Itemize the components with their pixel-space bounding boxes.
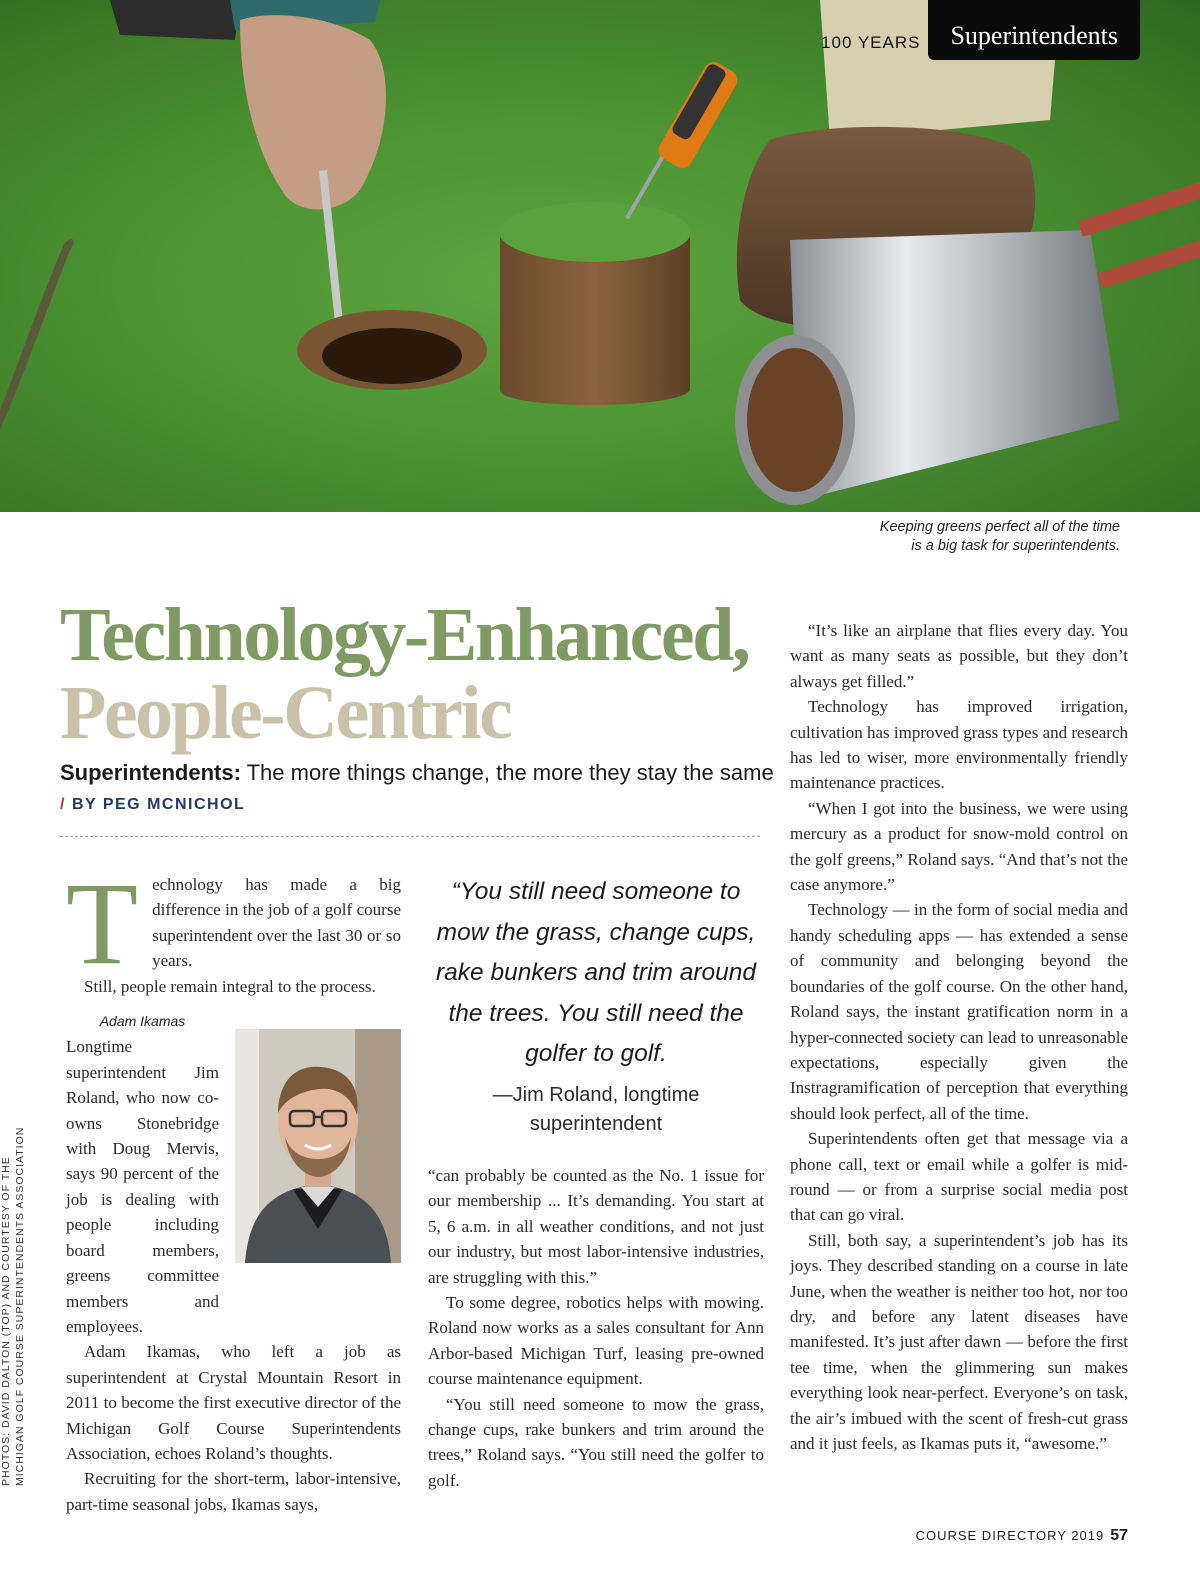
paragraph: Technology has improved irrigation, cultivation has improved grass types and research has led to wiser, more environmentally friendly maintenance practices. [790, 697, 1129, 793]
portrait-photo [235, 1029, 401, 1263]
inset-portrait [235, 1029, 401, 1293]
hero-photo [0, 0, 1200, 512]
paragraph: Still, people remain integral to the process. [84, 976, 376, 996]
paragraph: “You still need someone to mow the grass, change cups, rake bunkers and trim around the trees,” Roland says. “You still need the golfer to golf. [428, 1394, 764, 1490]
pull-quote-attribution: —Jim Roland, longtime superintendent [492, 1083, 700, 1135]
article-headline [60, 593, 780, 755]
pull-quote: “You still need someone to mow the grass, change cups, rake bunkers and trim around the trees. You still need the golfer to golf. [435, 878, 757, 1068]
subhead-lead: Superintendents: [60, 760, 241, 785]
article-column-3 [790, 618, 1128, 1456]
paragraph: To some degree, robotics helps with mowing. Roland now works as a sales consultant for Ann Arbor-based Michigan Turf, leasing pre-owned course maintenance equipment. [428, 1293, 764, 1389]
photo-credit: PHOTOS: DAVID DALTON (TOP) AND COURTESY OF THE MICHIGAN GOLF COURSE SUPERINTENDENTS ASSOCIATION [0, 1126, 26, 1486]
subhead-text: The more things change, the more they stay the same [240, 760, 774, 785]
article-subhead [60, 760, 780, 786]
section-header [809, 0, 1140, 60]
putting-green-illustration [0, 0, 1200, 512]
photo-caption: Keeping greens perfect all of the time is a big task for superintendents. [879, 519, 1120, 554]
page-footer [916, 1527, 1128, 1545]
article-column-1: Technology has made a big difference in the job of a golf course superintendent over the last 30 or so years. Still, people remain integral to the process. Adam Ikamas Longtime superintendent Jim Roland, who now co-owns Stonebridge with Doug Mervis, says 90 percent of the job is dealing with people including board members, greens committee members and employees. Adam Ikamas, who left a job as superintendent at Crystal Mountain Resort in 2011 to become the first executive director of the Michigan Golf Course Superintendents Association, echoes Roland’s thoughts. Recruiting for the short-term, labor-intensive, part-time seasonal jobs, Ikamas says, [66, 872, 401, 1517]
paragraph: Adam Ikamas, who left a job as superintendent at Crystal Mountain Resort in 2011 to become the first executive director of the Michigan Golf Course Superintendents Association, echoes Roland’s thoughts. [66, 1342, 401, 1463]
intro-paragraph: Technology has made a big difference in the job of a golf course superintendent over the last 30 or so years. [66, 858, 401, 989]
paragraph: Still, both say, a superintendent’s job has its joys. They described standing on a course in late June, when the weather is neither too hot, nor too dry, and before any latent diseases have manifested. It’s just after dawn — before the first tee time, when the glimmering sun makes everything look near-perfect. Everyone’s on task, the air’s imbued with the scent of fresh-cut grass and it just feels, as Ikamas puts it, “awesome.” [790, 1230, 1128, 1453]
inset-caption: Adam Ikamas [99, 1013, 186, 1030]
title-line-1: Technology-Enhanced, [60, 593, 749, 677]
paragraph: “can probably be counted as the No. 1 issue for our membership ... It’s demanding. You start at 5, 6 a.m. in all weather conditions, and not just our industry, but most labor-intensive industries, are struggling with this.” [428, 1165, 764, 1287]
publication-name: COURSE DIRECTORY 2019 [915, 1528, 1105, 1543]
centennial-label: 100 YEARS [821, 33, 921, 52]
page-number: 57 [1110, 1527, 1128, 1544]
paragraph: “It’s like an airplane that flies every day. You want as many seats as possible, but they don’t always get filled.” [790, 621, 1128, 691]
drop-cap: T [66, 858, 139, 989]
paragraph: “When I got into the business, we were using mercury as a product for snow-mold control on the golf greens,” Roland says. “And that’s not the case anymore.” [790, 798, 1128, 895]
paragraph: Recruiting for the short-term, labor-intensive, part-time seasonal jobs, Ikamas says, [66, 1469, 401, 1514]
article-column-2 [428, 872, 764, 1493]
paragraph: Technology — in the form of social media and handy scheduling apps — has extended a sense of community and belonging beyond the boundaries of the golf course. On the other hand, Roland says, the instant gratification norm in a hyper-connected society can lead to unreasonable expectations, especially given the Instragramification of perception that everything should look perfect, all of the time. [790, 900, 1128, 1123]
paragraph: Superintendents often get that message via a phone call, text or email while a golfer is mid-round — or from a surprise social media post that can go viral. [790, 1129, 1128, 1225]
column-2-body [428, 1163, 764, 1493]
byline-author: BY PEG MCNICHOL [71, 796, 246, 813]
title-line-2: People-Centric [60, 671, 511, 755]
article-title [60, 593, 780, 755]
section-title: Superintendents [928, 0, 1140, 60]
byline [60, 796, 245, 814]
dashed-divider [60, 836, 760, 837]
byline-slash: / [60, 796, 66, 813]
